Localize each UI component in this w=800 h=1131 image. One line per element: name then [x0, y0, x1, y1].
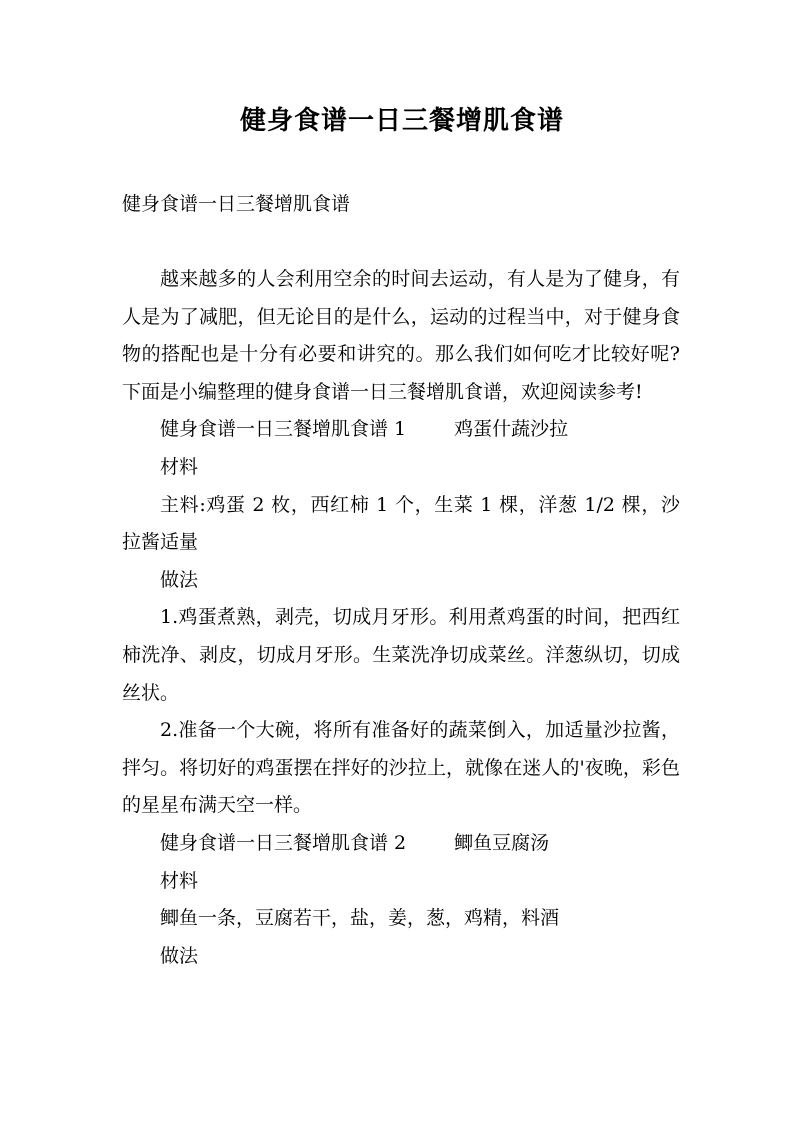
recipe-2-materials-label: 材料	[160, 869, 199, 892]
document-subtitle: 健身食谱一日三餐增肌食谱	[122, 193, 351, 215]
recipe-1-name: 鸡蛋什蔬沙拉	[454, 418, 569, 441]
recipe-1-step-1: 1.鸡蛋煮熟，剥壳，切成月牙形。利用煮鸡蛋的时间，把西红柿洗净、剥皮，切成月牙形。生菜洗净切成菜丝。洋葱纵切，切成丝状。	[122, 606, 680, 704]
document-body	[122, 261, 680, 975]
recipe-1-step-2: 2.准备一个大碗，将所有准备好的蔬菜倒入，加适量沙拉酱，拌匀。将切好的鸡蛋摆在拌好的沙拉上，就像在迷人的'夜晚，彩色的星星布满天空一样。	[122, 719, 680, 817]
recipe-1-method-label: 做法	[160, 568, 199, 591]
recipe-1-heading-text: 健身食谱一日三餐增肌食谱 1	[160, 418, 407, 441]
recipe-2-name: 鲫鱼豆腐汤	[454, 831, 550, 854]
document-title: 健身食谱一日三餐增肌食谱	[239, 106, 564, 136]
recipe-1-materials-label: 材料	[160, 455, 199, 478]
recipe-2-method-label: 做法	[160, 944, 199, 967]
recipe-2-ingredients: 鲫鱼一条，豆腐若干，盐，姜，葱，鸡精，料酒	[160, 907, 560, 930]
recipe-2-heading	[122, 825, 680, 863]
recipe-1-heading	[122, 411, 680, 449]
recipe-2-heading-text: 健身食谱一日三餐增肌食谱 2	[160, 831, 407, 854]
intro-paragraph: 越来越多的人会利用空余的时间去运动，有人是为了健身，有人是为了减肥，但无论目的是什么，运动的过程当中，对于健身食物的搭配也是十分有必要和讲究的。那么我们如何吃才比较好呢?下面是小编整理的健身食谱一日三餐增肌食谱，欢迎阅读参考!	[122, 268, 680, 403]
recipe-1-ingredients: 主料:鸡蛋 2 枚，西红柿 1 个，生菜 1 棵，洋葱 1/2 棵，沙拉酱适量	[122, 493, 680, 554]
